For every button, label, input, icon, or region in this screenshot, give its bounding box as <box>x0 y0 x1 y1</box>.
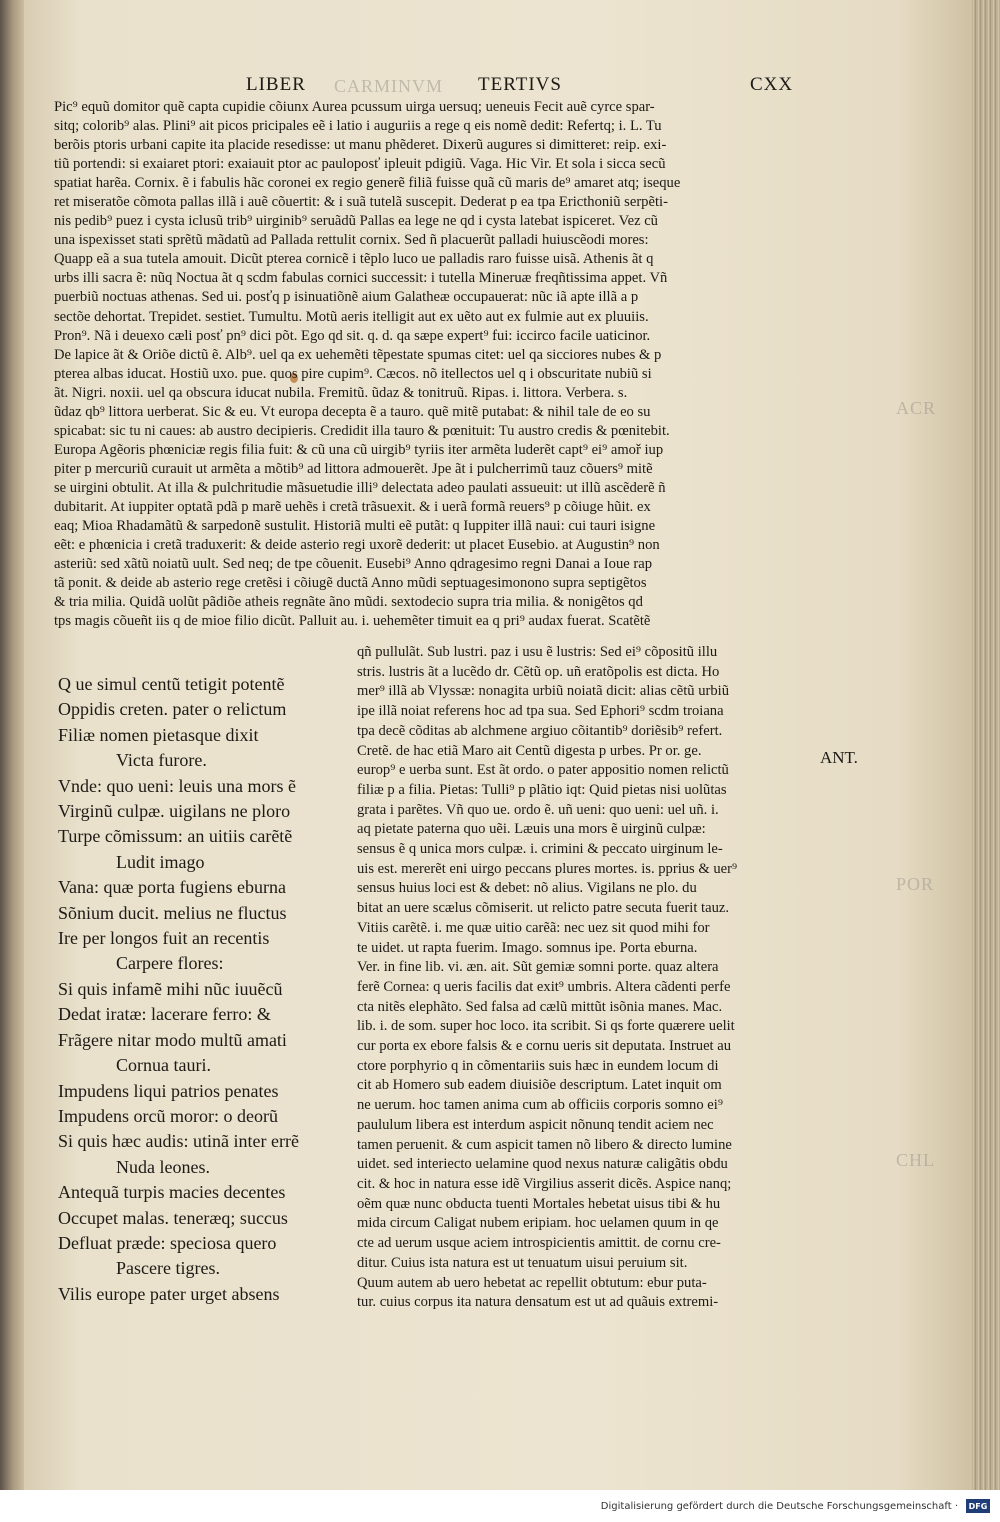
verse-line: Vilis europe pater urget absens <box>58 1283 280 1304</box>
verse-line: Ludit imago <box>116 851 205 872</box>
prose-line: sectõe dehortat. Trepidet. sestiet. Tumultu. Motũ aeris itelligit aut ex uẽto aut ex fulmie aut ex pluuiis. <box>54 308 649 325</box>
commentary-line: sensus ẽ q unica mors culpæ. i. crimini & peccato uirginum le- <box>357 841 723 858</box>
commentary-line: cta nitẽs elephãto. Sed falsa ad cælũ mittũt isõnia manes. Mac. <box>357 998 723 1015</box>
book-page <box>24 0 972 1490</box>
footer-bar <box>0 1490 1000 1522</box>
prose-line: piter p mercuriũ curauit ut armẽta a mõtib⁹ ad littora admouerẽt. Jpe ãt i pulcherrimũ tauz cõuers⁹ mitẽ <box>54 460 653 477</box>
verse-line: Vana: quæ porta fugiens eburna <box>58 877 286 898</box>
prose-line: urbs illi sacra ẽ: nũq Noctua ãt q scdm fabulas cornici successit: i tutella Mineruæ freqñtissima appet. Vñ <box>54 270 668 287</box>
verse-line: Oppidis creten. pater o relictum <box>58 699 287 720</box>
bleed-through-note-3: CHL <box>896 1150 935 1170</box>
running-head-center: TERTIVS <box>478 74 562 95</box>
commentary-line: uidet. sed interiecto uelamine quod nexus naturæ caligãtis obdu <box>357 1156 728 1173</box>
book-gutter <box>0 0 24 1490</box>
commentary-line: filiæ p a filia. Pietas: Tulli⁹ p plãtio iqt: Quid pietas nisi uolũtas <box>357 781 727 798</box>
bleed-through-note-1: ACR <box>896 398 937 418</box>
verse-commentary-block <box>357 643 827 1313</box>
prose-line: ũdaz qb⁹ littora uerberat. Sic & eu. Vt europa decepta ẽ a tauro. quẽ mitẽ putabat: & nihil tale de eo su <box>54 403 651 420</box>
commentary-line: oẽm quæ nunc obducta tuenti Mortales hebetat uisus tibi & hu <box>357 1195 721 1212</box>
verse-line: Antequã turpis macies decentes <box>58 1182 286 1203</box>
prose-line: eẽt: e phœnicia i cretã traduxerit: & deide asterio regi uxorẽ dederit: ut placet Eusebio. at Augustin⁹ non <box>54 537 660 554</box>
verse-line: Turpe cõmissum: an uitiis carẽtẽ <box>58 826 293 847</box>
commentary-prose-block <box>54 98 824 631</box>
prose-line: dubitarit. At iuppiter optatã pdã p marẽ uehẽs i cretã trãsuexit. & i uerã formã reuers⁹ p cõiuge hũit. ex <box>54 498 651 515</box>
dfg-logo-icon: DFG <box>966 1499 990 1513</box>
prose-line: tps magis cõueñt iis q de mioe filio dicũt. Palluit au. i. uehemẽter timuit ea q pri⁹ audax fuerat. Scatẽtẽ <box>54 613 651 630</box>
commentary-line: ferẽ Cornea: q ueris facilis dat exit⁹ umbris. Altera cãdenti perfe <box>357 978 731 995</box>
bleed-through-header: CARMINVM <box>334 76 444 96</box>
prose-line: Pron⁹. Nã i deuexo cæli posť pn⁹ dici põt. Ego qd sit. q. d. qa sæpe expert⁹ fui: iccirco facile uaticinor. <box>54 327 651 344</box>
commentary-line: Quum autem ab uero hebetat ac repellit obtutum: ebur puta- <box>357 1274 707 1291</box>
prose-line: & tria milia. Quidã uolũt pãdiõe atheis regnãte ãno mũdi. sextodecio supra tria milia. & nonigẽtos qd <box>54 594 643 611</box>
prose-line: se uirgini obtulit. At illa & pulchritudie mãsuetudie illi⁹ delectata adeo paulati assueuit: ut illũ ascẽderẽ ñ <box>54 479 666 496</box>
commentary-line: cte ad uerum usque aciem introspicientis amittit. de cornu cre- <box>357 1235 721 1252</box>
marginal-note: ANT. <box>820 748 858 767</box>
verse-line: Occupet malas. teneræq; succus <box>58 1207 288 1228</box>
verse-line: Nuda leones. <box>116 1156 210 1177</box>
verse-line: Filiæ nomen pietasque dixit <box>58 724 259 745</box>
commentary-line: bitat an uere scælus cõmiserit. ut relicto patre secuta fuerit tauz. <box>357 900 729 917</box>
funding-notice: Digitalisierung gefördert durch die Deutsche Forschungsgemeinschaft · <box>600 1500 958 1512</box>
prose-line: Europa Agẽoris phœniciæ regis filia fuit: & cũ una cũ uirgib⁹ tyriis iter armẽta luderẽt capt⁹ ei⁹ amoř iup <box>54 441 664 458</box>
verse-line: Si quis hæc audis: utinã inter errẽ <box>58 1131 299 1152</box>
verse-line: Vnde: quo ueni: leuis una mors ẽ <box>58 775 296 796</box>
prose-line: tã ponit. & deide ab asterio rege cretẽsi i cõiugẽ ductã Anno mũdi septuagesimonono supra septigẽtos <box>54 575 647 592</box>
prose-line: Pic⁹ equũ domitor quẽ capta cupidie cõiunx Aurea pcussum uirga uersuq; ueneuis Fecit auẽ cyrce spar- <box>54 99 655 115</box>
verse-line: Virginũ culpæ. uigilans ne ploro <box>58 801 291 822</box>
verse-line: Pascere tigres. <box>116 1258 220 1279</box>
commentary-line: te uidet. ut rapta fuerim. Imago. somnus ipe. Porta eburna. <box>357 939 698 956</box>
prose-line: asteriũ: sed xãtũ noiatũ uult. Sed neq; de tpe cõuenit. Eusebi⁹ Anno qdragesimo regni Danai a Ioue rap <box>54 556 653 573</box>
prose-line: spatiat harẽa. Cornix. ẽ i fabulis hãc coronei ex regio generẽ filiã fuisse quã cũ maris de⁹ amaret atq; iseque <box>54 175 681 192</box>
verse-line: Q ue simul centũ tetigit potentẽ <box>58 674 285 694</box>
commentary-line: uis est. mererẽt eni uirgo peccans plures mortes. is. pprius & uer⁹ <box>357 860 738 877</box>
verse-line: Cornua tauri. <box>116 1055 211 1076</box>
folio-number: CXX <box>750 74 794 95</box>
prose-line: eaq; Mioa Rhadamãtũ & sarpedonẽ sustulit. Historiã multi eẽ putãt: q Iuppiter illã naui: cui tauri isigne <box>54 518 656 535</box>
commentary-line: stris. lustris ãt a lucẽdo dr. Cẽtũ op. uñ eratõpolis est dicta. Ho <box>357 663 720 680</box>
commentary-line: Cretẽ. de hac etiã Maro ait Centũ digesta p urbes. Pr or. ge. <box>357 742 702 759</box>
prose-line: spicabat: sic tu ni caues: ab austro decipieris. Credidit illa tauro & pœnituit: Tu austro credis & pœnitebit. <box>54 422 670 439</box>
verse-line: Ire per longos fuit an recentis <box>58 928 270 949</box>
commentary-line: tamen peruenit. & cum aspicit tamen nõ libero & directo lumine <box>357 1136 732 1153</box>
verse-line: Impudens liqui patrios penates <box>58 1080 279 1101</box>
page-stack-edge <box>972 0 1000 1490</box>
prose-line: puerbiũ noctuas athenas. Sed ui. posťq p isinuatiõnẽ aium Galatheæ occupauerat: nũc iã apte illã a p <box>54 289 639 306</box>
commentary-line: cit ab Homero sub eadem diuisiõe descriptum. Latet inquit om <box>357 1077 722 1094</box>
commentary-line: grata i parẽtes. Vñ quo ue. ordo ẽ. uñ ueni: quo ueni: uel uñ. i. <box>357 801 719 818</box>
prose-line: tiũ portendi: si exaiaret ptori: exaiauit ptor ac pauloposť ipleuit pdigiũ. Vaga. Hic Vir. Et sola i sicca secũ <box>54 156 666 173</box>
commentary-line: tpa decẽ cõditas ab alchmene argiuo cõitantib⁹ doriẽsib⁹ refert. <box>357 722 723 739</box>
running-head-left: LIBER <box>246 74 306 95</box>
prose-line: una ispexisset stati sprẽtũ mãdatũ ad Pallada rettulit cornix. Sed ñ placuerũt palladi huiuscẽodi mores: <box>54 232 649 249</box>
verse-line: Sõnium ducit. melius ne fluctus <box>58 902 287 923</box>
commentary-line: cur porta ex ebore falsis & e cornu ueris sit deputata. Instruet au <box>357 1038 732 1055</box>
verse-line: Dedat iratæ: lacerare ferro: & <box>58 1004 271 1025</box>
verse-line: Defluat præde: speciosa quero <box>58 1232 277 1253</box>
commentary-line: sensus huius loci est & debet: nõ alius. Vigilans ne plo. du <box>357 880 697 897</box>
commentary-line: Ver. in fine lib. vi. æn. ait. Sũt gemiæ somni porte. quaz altera <box>357 959 719 976</box>
commentary-line: paululum libera est interdum aspicit nõnunq tendit aciem nec <box>357 1116 714 1133</box>
verse-line: Si quis infamẽ mihi nũc iuuẽcũ <box>58 978 283 999</box>
verse-line: Impudens orcũ moror: o deorũ <box>58 1105 278 1126</box>
commentary-line: tur. cuius corpus ita natura densatum est ut ad quãuis extremi- <box>357 1294 719 1311</box>
prose-line: sitq; colorib⁹ alas. Plini⁹ ait picos pricipales eẽ i latio i auguriis a rege q eis nomẽ dedit: Refertq; i. L. Tu <box>54 118 662 135</box>
commentary-line: ipe illã noiat referens hoc ad tpa sua. Sed Ephori⁹ scdm troiana <box>357 703 724 720</box>
bleed-through-note-2: POR <box>896 874 935 894</box>
prose-line: berõis ptoris urbani capite ita placide resedisse: ut manu phẽderet. Dixerũ augures si dimitteret: reip. exi- <box>54 137 667 154</box>
prose-line: ãt. Nigri. noxii. uel qa obscura iducat nubila. Fremitũ. ũdaz & tonitruũ. Ripas. i. littora. Verbera. s. <box>54 384 628 401</box>
verse-line: Carpere flores: <box>116 953 224 974</box>
commentary-line: mida circum Caligat nubem eripiam. hoc uelamen quum in qe <box>357 1215 719 1232</box>
commentary-line: cit. & hoc in natura esse idẽ Virgilius asserit dicẽs. Aspice nanq; <box>357 1175 732 1192</box>
prose-line: nis pedib⁹ puez i cysta iclusũ trib⁹ uirginib⁹ seruãdũ Pallas ea lege ne qd i cysta latebat ispiceret. Vez cũ <box>54 213 658 230</box>
commentary-line: qñ pullulãt. Sub lustri. paz i usu ẽ lustris: Sed ei⁹ cõpositũ illu <box>357 644 718 660</box>
commentary-line: ctore porphyrio q in cõmentariis suis hæc in eundem locum di <box>357 1057 719 1074</box>
ode-verse-block <box>58 672 348 1307</box>
prose-line: ret miseratõe cõmota pallas illã i auẽ cõuertit: & i suã tutelã suscepit. Dederat p ea tpa Ericthoniũ serpẽti- <box>54 194 668 211</box>
commentary-line: lib. i. de som. super hoc loco. ita scribit. Si qs forte quærere uelit <box>357 1018 735 1035</box>
prose-line: Quapp eã a sua tutela amouit. Dicũt pterea cornicẽ i tẽplo luco ue palladis raro fuisse uisã. Athenis ãt q <box>54 251 654 268</box>
verse-line: Frãgere nitar modo multũ amati <box>58 1029 287 1050</box>
commentary-line: ditur. Cuius ista natura est ut tenuatum uisui peruium sit. <box>357 1254 688 1271</box>
commentary-line: mer⁹ illã ab Vlyssæ: nonagita urbiũ noiatã dicit: alias cẽtũ urbiũ <box>357 683 730 700</box>
commentary-line: Vitiis carẽtẽ. i. me quæ uitio carẽã: nec uez sit quod mihi for <box>357 919 710 936</box>
prose-line: De lapice ãt & Oriõe dictũ ẽ. Alb⁹. uel qa ex uehemẽti tẽpestate spumas citet: uel qa sicciores nubes & p <box>54 346 662 363</box>
commentary-line: europ⁹ e uerba sunt. Est ãt ordo. o pater appositio nomen relictũ <box>357 762 729 779</box>
prose-line: pterea albas iducat. Hostiũ uxo. pue. quos pire cupim⁹. Cæcos. nõ itellectos uel q i obscuritate nubiũ si <box>54 365 652 382</box>
commentary-line: aq pietate paterna quo uẽi. Læuis una mors ẽ uirginũ culpæ: <box>357 821 706 838</box>
commentary-line: ne uerum. hoc tamen anima cum ab officiis corporis somno ei⁹ <box>357 1097 723 1114</box>
verse-line: Victa furore. <box>116 750 207 771</box>
